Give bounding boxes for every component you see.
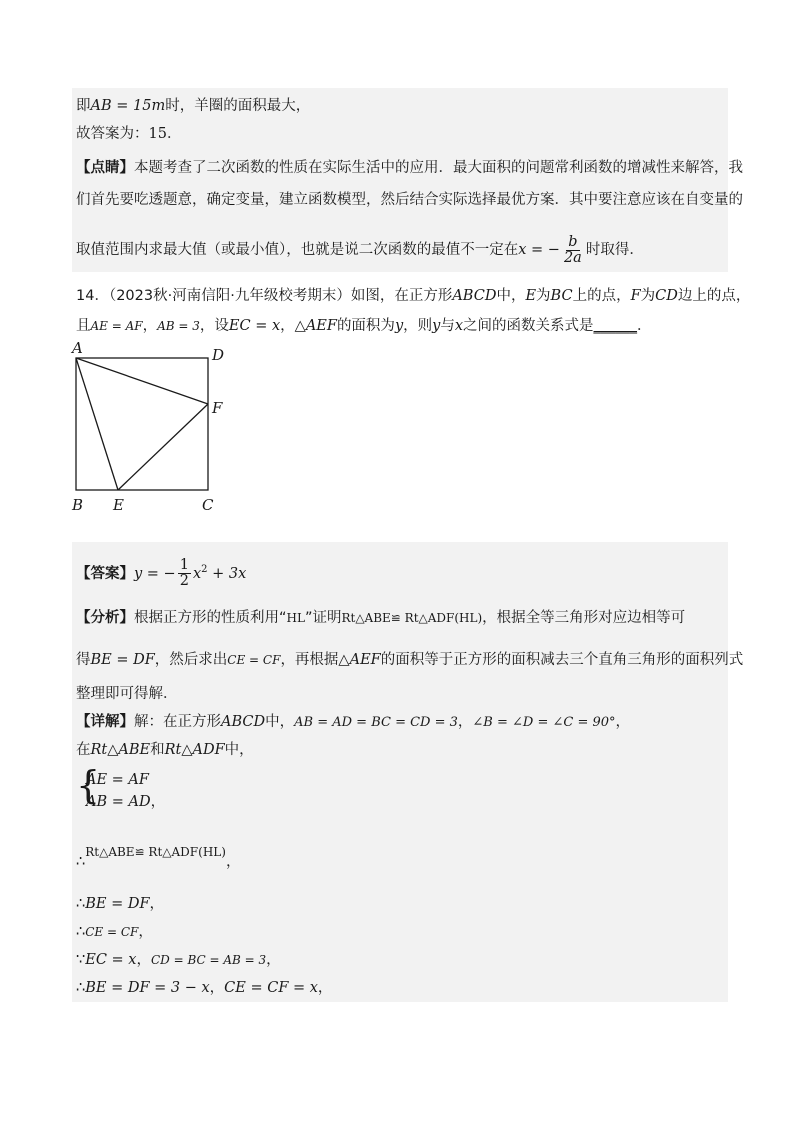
- analysis-line: 【分析】根据正方形的性质利用“HL”证明Rt△ABE≌ Rt△ADF(HL)，根据全等三角形对应边相等可: [76, 610, 686, 626]
- text-line: 故答案为：15．: [76, 126, 182, 142]
- text-line: 即AB = 15m时，羊圈的面积最大，: [76, 98, 311, 114]
- comment-line: 【点睛】本题考查了二次函数的性质在实际生活中的应用．最大面积的问题常利函数的增减性来解答，我: [76, 160, 743, 176]
- segment-ef: [118, 404, 208, 490]
- detail-line: 在Rt△ABE和Rt△ADF中，: [76, 742, 254, 758]
- analysis-label: 【分析】: [76, 610, 134, 626]
- comment-line: 取值范围内求最大值（或最小值），也就是说二次函数的最值不一定在x = − $\frac{b}{2a}$ 时取得．: [76, 233, 644, 266]
- vertex-label-f: F: [212, 399, 223, 417]
- comment-line: 们首先要吃透题意，确定变量，建立函数模型，然后结合实际选择最优方案．其中要注意应该在自变量的: [76, 192, 743, 208]
- analysis-line: 整理即可得解．: [76, 686, 178, 702]
- answer-blank: ______: [593, 318, 638, 334]
- detail-label: 【详解】: [76, 714, 134, 730]
- analysis-line: 得BE = DF，然后求出CE = CF，再根据△AEF的面积等于正方形的面积减去三个直角三角形的面积列式: [76, 652, 744, 668]
- question-line: 14．（2023秋·河南信阳·九年级校考期末）如图，在正方形ABCD中，E为BC上的点，F为CD边上的点，: [76, 288, 751, 304]
- vertex-label-a: A: [72, 339, 83, 357]
- system-line: AE = AF: [86, 772, 149, 788]
- detail-line: ∴BE = DF = 3 − x，CE = CF = x，: [76, 980, 333, 996]
- detail-line: ∴CE = CF，: [76, 924, 153, 940]
- segment-af: [76, 358, 208, 404]
- answer-label: 【答案】: [76, 565, 134, 582]
- detail-line: ∴$^{Rt\triangle ABE≌ Rt\triangle ADF(HL)}$，: [76, 845, 241, 870]
- detail-line: ∵EC = x，CD = BC = AB = 3，: [76, 952, 281, 968]
- square-abcd: [76, 358, 208, 490]
- segment-ae: [76, 358, 118, 490]
- vertex-label-b: B: [72, 496, 84, 514]
- detail-line: ∴BE = DF，: [76, 896, 165, 912]
- question-line: 且AE = AF，AB = 3，设EC = x，△AEF的面积为y，则y与x之间的函数关系式是______．: [76, 318, 652, 334]
- comment-label: 【点睛】: [76, 160, 134, 176]
- vertex-label-e: E: [113, 496, 124, 514]
- detail-line: 【详解】解：在正方形ABCD中，AB = AD = BC = CD = 3，∠B = ∠D = ∠C = 90°，: [76, 714, 631, 730]
- equation-system-brace: {: [76, 763, 101, 807]
- vertex-label-d: D: [212, 346, 225, 364]
- question-number: 14．: [76, 288, 109, 304]
- vertex-label-c: C: [202, 496, 214, 514]
- answer-line: 【答案】y = − $\frac{1}{2}$ $x^2 + 3x$: [76, 557, 247, 590]
- system-line: AB = AD，: [86, 794, 166, 810]
